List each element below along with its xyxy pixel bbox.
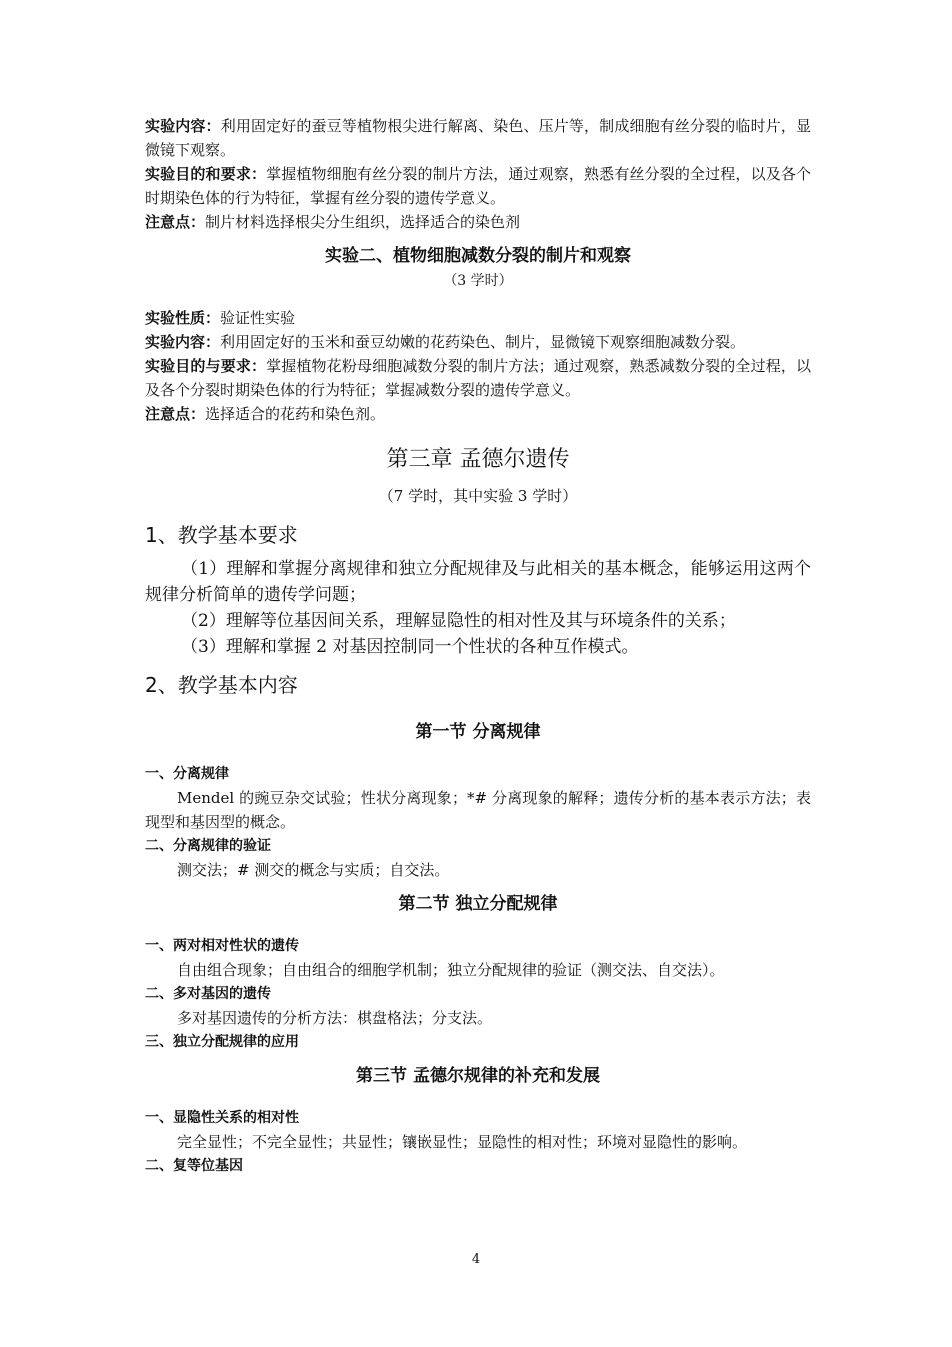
exp2-goal-text: 掌握植物花粉母细胞减数分裂的制片方法；通过观察，熟悉减数分裂的全过程，以及各个分裂时期染色体的行为特征；掌握减数分裂的遗传学意义。 [145, 357, 811, 399]
exp1-goal-label: 实验目的和要求： [145, 165, 267, 183]
section2-title: 第二节 独立分配规律 [398, 894, 558, 914]
exp1-note-paragraph [145, 210, 811, 234]
exp2-title: 实验二、植物细胞减数分裂的制片和观察 [325, 246, 631, 266]
exp2-content-paragraph [145, 330, 811, 354]
exp2-note-paragraph [145, 402, 811, 426]
exp2-hours: （3 学时） [443, 273, 513, 289]
requirement-item: （1）理解和掌握分离规律和独立分配规律及与此相关的基本概念，能够运用这两个规律分析简单的遗传学问题； [145, 559, 811, 605]
section1-sub1-body: Mendel 的豌豆杂交试验；性状分离现象；*# 分离现象的解释；遗传分析的基本表示方法；表现型和基因型的概念。 [145, 789, 811, 831]
contents-heading: 2、教学基本内容 [145, 673, 298, 697]
exp1-goal-paragraph [145, 162, 811, 210]
section3-sub1-body: 完全显性；不完全显性；共显性；镶嵌显性；显隐性的相对性；环境对显隐性的影响。 [177, 1133, 748, 1151]
section1-sub2-title: 二、分离规律的验证 [145, 838, 271, 854]
chapter-title: 第三章 孟德尔遗传 [386, 447, 570, 472]
requirement-item: （2）理解等位基因间关系，理解显隐性的相对性及其与环境条件的关系； [181, 611, 736, 631]
exp2-note-label: 注意点： [145, 405, 206, 423]
exp2-nature-paragraph [145, 306, 811, 330]
section3-title: 第三节 孟德尔规律的补充和发展 [356, 1066, 600, 1086]
exp2-goal-paragraph [145, 354, 811, 402]
exp1-note-text: 制片材料选择根尖分生组织，选择适合的染色剂 [205, 213, 521, 231]
exp1-content-text: 利用固定好的蚕豆等植物根尖进行解离、染色、压片等，制成细胞有丝分裂的临时片，显微镜下观察。 [145, 117, 811, 159]
section3-sub1-title: 一、显隐性关系的相对性 [145, 1110, 299, 1126]
exp1-note-label: 注意点： [145, 213, 206, 231]
exp2-goal-label: 实验目的与要求： [145, 357, 267, 375]
chapter-hours: （7 学时，其中实验 3 学时） [378, 487, 578, 505]
section1-sub1-title: 一、分离规律 [145, 766, 229, 782]
exp1-goal-text: 掌握植物细胞有丝分裂的制片方法，通过观察，熟悉有丝分裂的全过程，以及各个时期染色体的行为特征，掌握有丝分裂的遗传学意义。 [145, 165, 811, 207]
exp1-content-label: 实验内容： [145, 117, 221, 135]
requirement-item: （3）理解和掌握 2 对基因控制同一个性状的各种互作模式。 [181, 637, 639, 657]
section1-title: 第一节 分离规律 [415, 722, 541, 742]
section3-sub2-title: 二、复等位基因 [145, 1158, 243, 1174]
exp2-nature-label: 实验性质： [145, 309, 221, 327]
section2-sub2-body: 多对基因遗传的分析方法：棋盘格法；分支法。 [177, 1009, 493, 1027]
exp2-content-text: 利用固定好的玉米和蚕豆幼嫩的花药染色、制片，显微镜下观察细胞减数分裂。 [220, 333, 746, 351]
section2-sub1-title: 一、两对相对性状的遗传 [145, 938, 299, 954]
document-page [145, 114, 811, 1178]
exp2-content-label: 实验内容： [145, 333, 221, 351]
requirements-heading: 1、教学基本要求 [145, 523, 298, 547]
section2-sub2-title: 二、多对基因的遗传 [145, 986, 271, 1002]
page-number: 4 [471, 1252, 481, 1267]
section1-sub2-body: 测交法；# 测交的概念与实质；自交法。 [177, 861, 450, 879]
exp1-content-paragraph [145, 114, 811, 162]
exp2-nature-text: 验证性实验 [220, 309, 296, 327]
section2-sub1-body: 自由组合现象；自由组合的细胞学机制；独立分配规律的验证（测交法、自交法）。 [177, 961, 725, 979]
section2-sub3-title: 三、独立分配规律的应用 [145, 1034, 299, 1050]
exp2-note-text: 选择适合的花药和染色剂。 [205, 405, 386, 423]
